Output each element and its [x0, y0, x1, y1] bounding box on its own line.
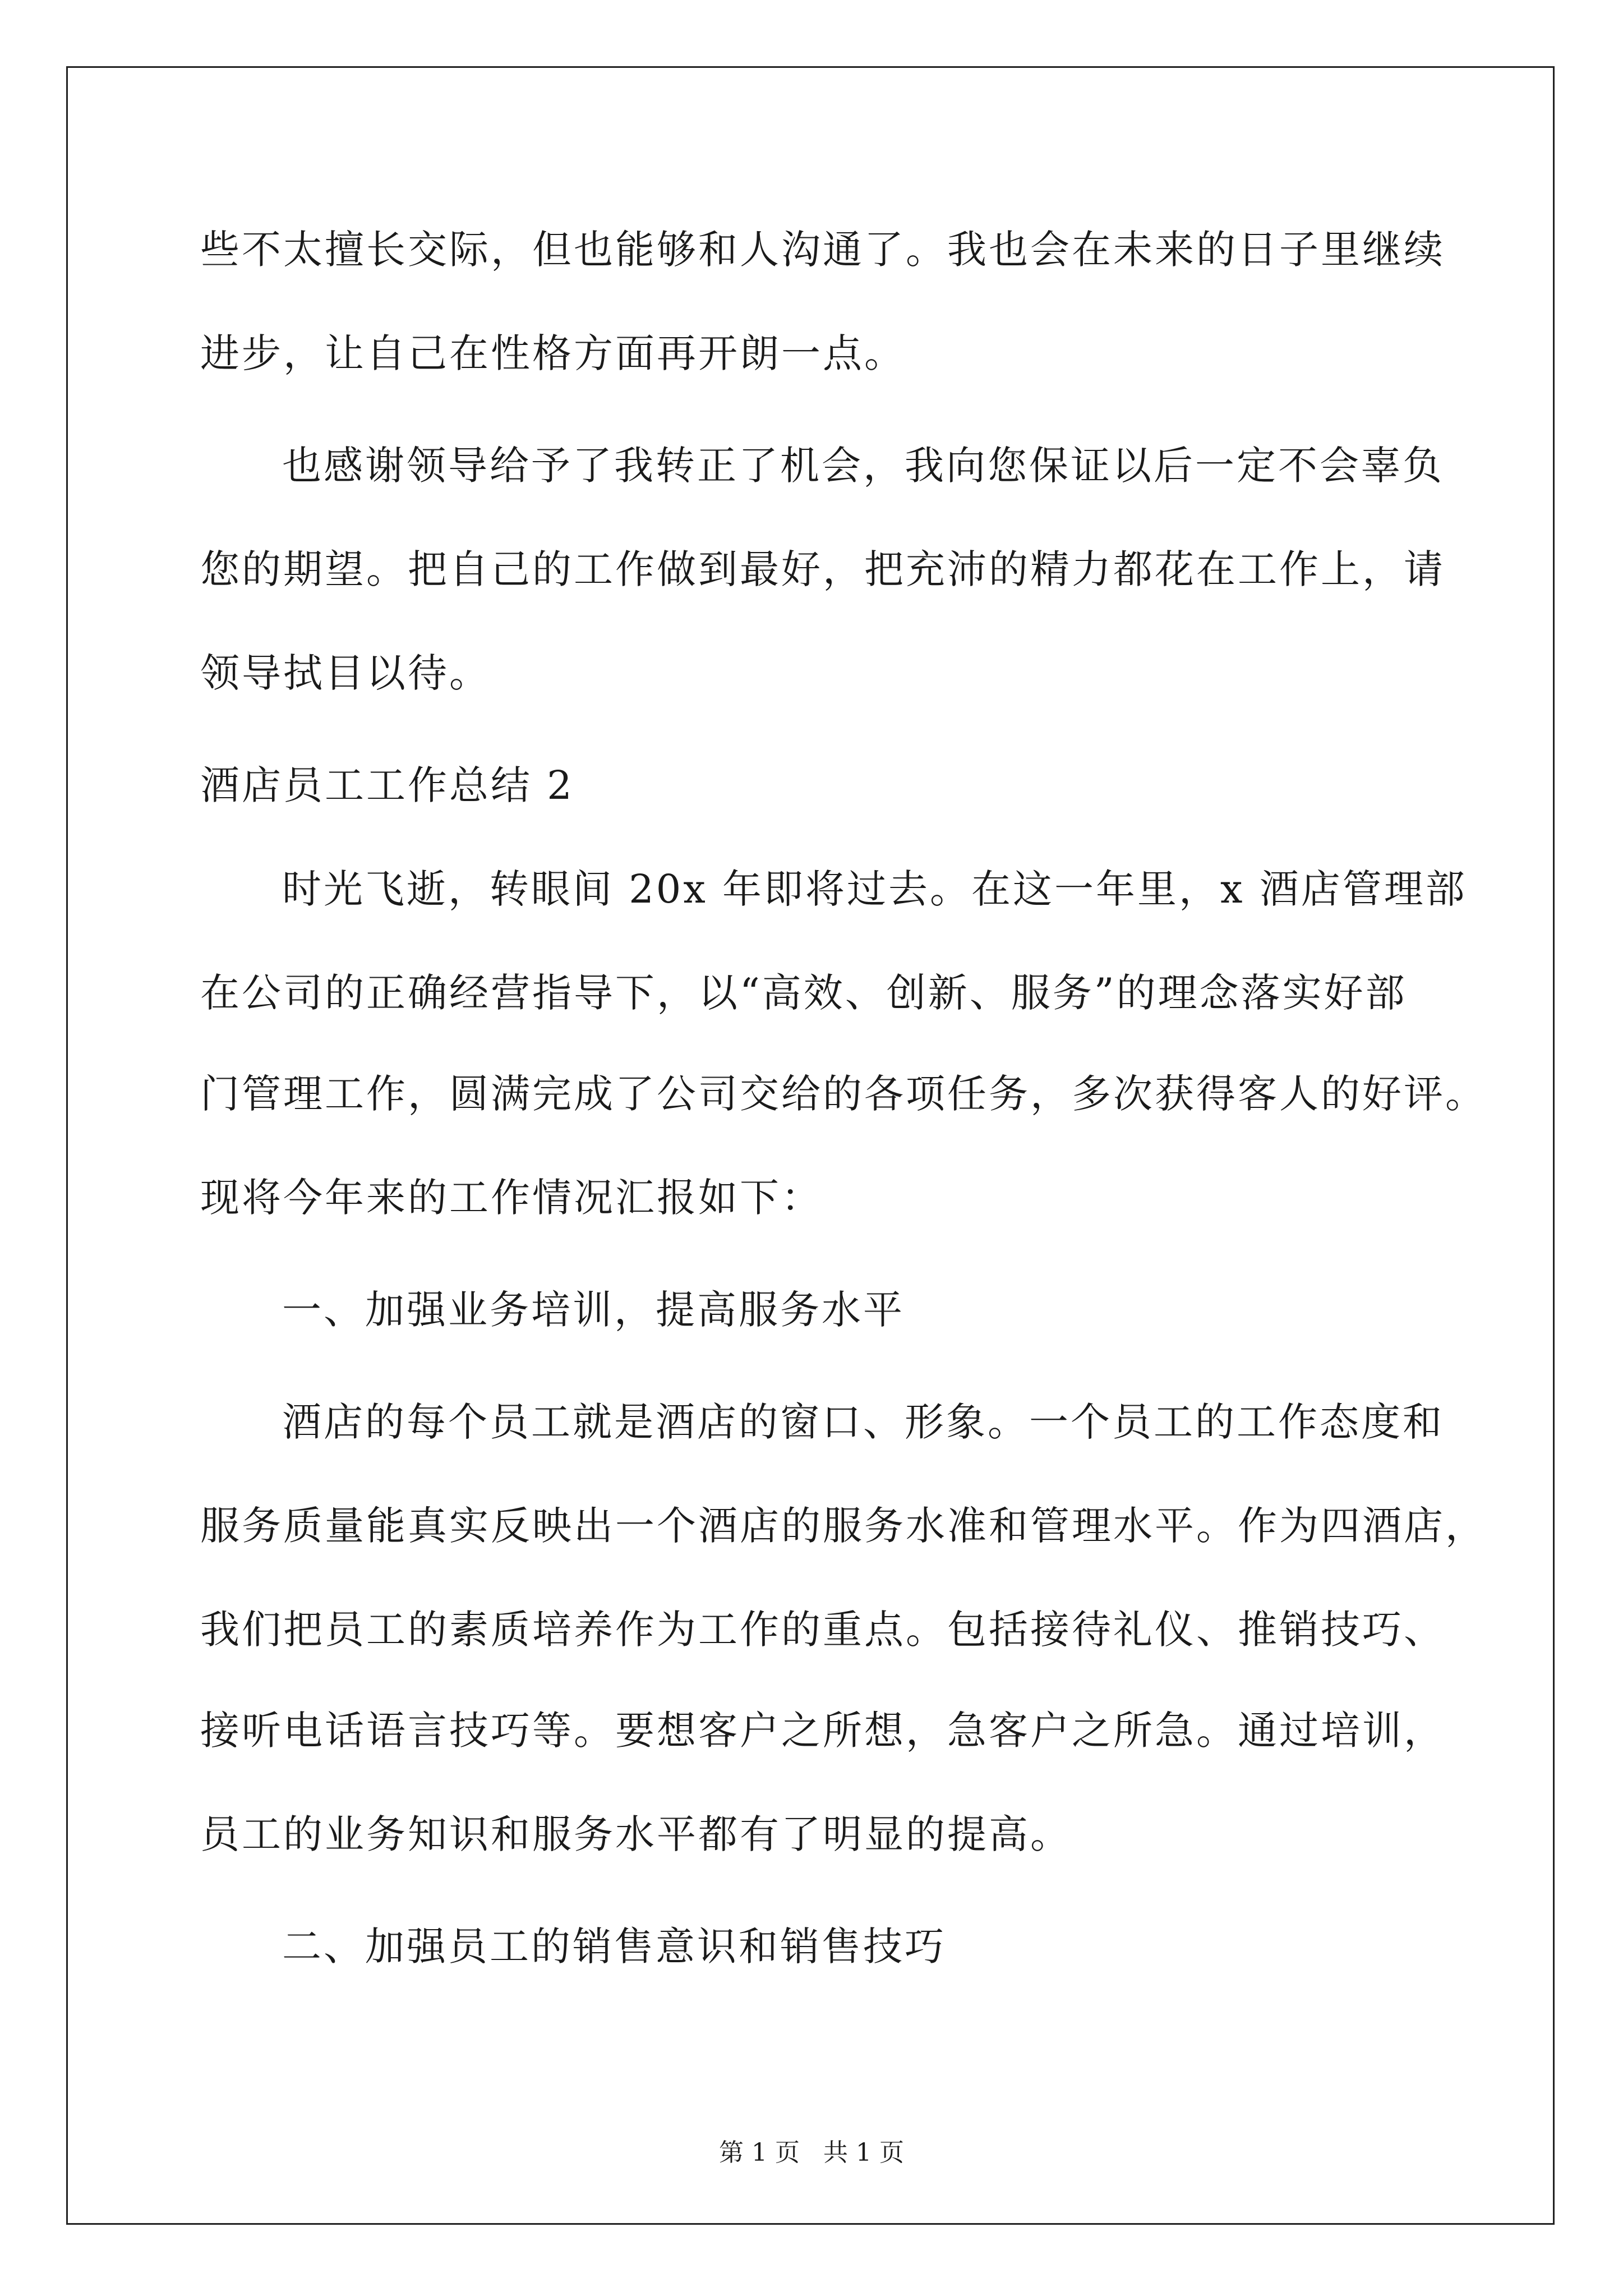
paragraph-line: 些不太擅长交际，但也能够和人沟通了。我也会在未来的日子里继续	[200, 227, 1445, 273]
paragraph-line: 时光飞逝，转眼间 20x 年即将过去。在这一年里，x 酒店管理部	[282, 866, 1467, 912]
page-number-footer: 第 1 页 共 1 页	[719, 2138, 904, 2167]
paragraph-line: 进步，让自己在性格方面再开朗一点。	[200, 330, 906, 376]
subheading: 二、加强员工的销售意识和销售技巧	[282, 1924, 946, 1970]
paragraph-line: 酒店的每个员工就是酒店的窗口、形象。一个员工的工作态度和	[282, 1399, 1444, 1445]
paragraph-line: 也感谢领导给予了我转正了机会，我向您保证以后一定不会辜负	[282, 443, 1444, 489]
paragraph-line: 领导拭目以待。	[200, 650, 491, 696]
paragraph-line: 现将今年来的工作情况汇报如下：	[200, 1175, 823, 1221]
subheading: 一、加强业务培训，提高服务水平	[282, 1287, 905, 1333]
section-title: 酒店员工工作总结 2	[200, 762, 574, 808]
paragraph-line: 在公司的正确经营指导下，以“高效、创新、服务”的理念落实好部	[200, 970, 1407, 1016]
paragraph-line: 员工的业务知识和服务水平都有了明显的提高。	[200, 1811, 1072, 1857]
paragraph-line: 您的期望。把自己的工作做到最好，把充沛的精力都花在工作上，请	[200, 546, 1445, 592]
paragraph-line: 我们把员工的素质培养作为工作的重点。包括接待礼仪、推销技巧、	[200, 1607, 1445, 1653]
paragraph-line: 门管理工作，圆满完成了公司交给的各项任务，多次获得客人的好评。	[200, 1071, 1487, 1117]
paragraph-line: 接听电话语言技巧等。要想客户之所想，急客户之所急。通过培训，	[200, 1708, 1445, 1754]
page-border	[66, 66, 1555, 2225]
paragraph-line: 服务质量能真实反映出一个酒店的服务水准和管理水平。作为四酒店，	[200, 1503, 1487, 1549]
